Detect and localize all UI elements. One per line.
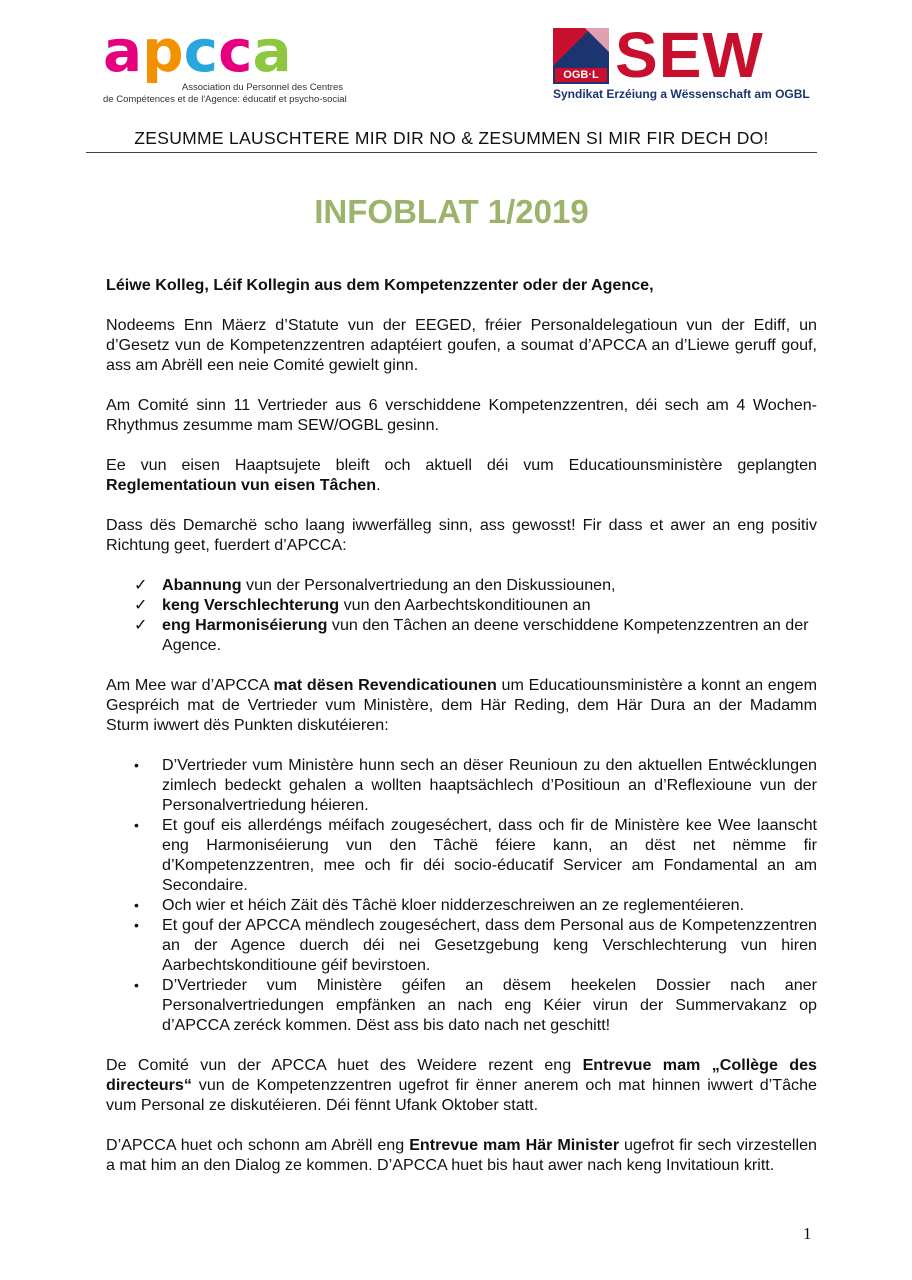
text-run: Am Mee war d’APCCA bbox=[106, 676, 274, 694]
slogan: ZESUMME LAUSCHTERE MIR DIR NO & ZESUMMEN SI MIR FIR DECH DO! bbox=[134, 128, 769, 148]
text-run: vun der Personalvertriedung an den Diskussiounen, bbox=[241, 576, 616, 594]
apcca-subtitle bbox=[103, 82, 347, 106]
list-item bbox=[106, 755, 817, 815]
paragraph: Dass dës Demarchë scho laang iwwerfälleg sinn, ass gewosst! Fir dass et awer an eng positiv Richtung geet, fuerdert d’APCCA: bbox=[106, 516, 817, 554]
meeting-outcomes-list bbox=[106, 755, 817, 1035]
paragraph: Am Comité sinn 11 Vertrieder aus 6 verschiddene Kompetenzzentren, déi sech am 4 Wochen-Rhythmus zesumme mam SEW/OGBL gesinn. bbox=[106, 396, 817, 434]
apcca-logo bbox=[103, 17, 347, 112]
sew-ogbl-logo bbox=[553, 19, 810, 106]
text-run: D’APCCA huet och schonn am Abrëll eng bbox=[106, 1136, 410, 1154]
apcca-letter: c bbox=[218, 17, 251, 85]
text-run: vun den Aarbechtskonditiounen an bbox=[339, 596, 591, 614]
list-item bbox=[106, 975, 817, 1035]
bullet-icon: • bbox=[134, 917, 139, 933]
ogbl-badge bbox=[553, 28, 609, 84]
bold-text: keng Verschlechterung bbox=[162, 596, 340, 614]
text-run: Ee vun eisen Haaptsujete bleift och aktuell déi vum Educatiounsministère geplangten bbox=[106, 456, 817, 474]
apcca-letter: p bbox=[142, 17, 182, 85]
list-item-text: D’Vertrieder vum Ministère hunn sech an dëser Reunioun zu den aktuellen Entwécklungen zimlech bedeckt gehalen a wollten haaptsächlech d’Positioun an d’Reflexioune vun der Personalvertriedung héieren. bbox=[162, 756, 817, 814]
document-body bbox=[106, 275, 817, 1195]
checklist-item bbox=[106, 615, 817, 655]
bold-text: Entrevue mam Här Minister bbox=[409, 1136, 620, 1154]
paragraph bbox=[106, 455, 817, 495]
ogbl-badge-label: OGB·L bbox=[555, 68, 607, 82]
bold-text: Reglementatioun vun eisen Tâchen bbox=[106, 476, 377, 494]
text-run: De Comité vun der APCCA huet des Weidere rezent eng bbox=[106, 1056, 583, 1074]
bold-text: eng Harmoniséierung bbox=[162, 616, 328, 634]
bullet-icon: • bbox=[134, 897, 139, 913]
checklist-item bbox=[106, 595, 817, 615]
text-run: vun den Tâchen an deene verschiddene Kompetenzzentren an der Agence. bbox=[162, 616, 809, 654]
bold-text: Entrevue mam „Collège des directeurs“ bbox=[106, 1056, 817, 1094]
apcca-subtitle-line: de Compétences et de l'Agence: éducatif et psycho-social bbox=[103, 94, 347, 105]
bullet-icon: • bbox=[134, 817, 139, 833]
badge-pink-triangle bbox=[585, 28, 609, 52]
list-item-text: Et gouf eis allerdéngs méifach zougeséchert, dass och fir de Ministère kee Wee laanscht eng Harmoniséierung vun den Tâchë féiere kann, an dëst net nëmme fir d’Kompetenzzentren, mee och fir déi socio-éducatif Servicer am Fondamental an am Secondaire. bbox=[162, 816, 817, 894]
list-item-text: Och wier et héich Zäit dës Tâchë kloer nidderzeschreiwen an ze reglementéieren. bbox=[162, 896, 745, 914]
check-icon: ✓ bbox=[134, 595, 148, 614]
list-item bbox=[106, 815, 817, 895]
apcca-letter: a bbox=[252, 17, 290, 85]
paragraph bbox=[106, 1055, 817, 1115]
paragraph bbox=[106, 675, 817, 735]
bold-text: Abannung bbox=[162, 576, 242, 594]
text-run: um Educatiounsministère a konnt an engem Gespréich mat de Vertrieder vum Ministère, dem Här Reding, dem Här Dura an der Madamm Sturm iwwert dës Punkten diskutéieren: bbox=[106, 676, 817, 734]
salutation: Léiwe Kolleg, Léif Kollegin aus dem Kompetenzzenter oder der Agence, bbox=[106, 276, 654, 294]
list-item bbox=[106, 915, 817, 975]
text-run: . bbox=[376, 476, 381, 494]
sew-subtitle: Syndikat Erzéiung a Wëssenschaft am OGBL bbox=[553, 87, 810, 101]
page-number: 1 bbox=[803, 1224, 812, 1243]
text-run: vun de Kompetenzzentren ugefrot fir ënner anerem och mat hinnen iwwert d’Tâche vum Personal ze diskutéieren. Déi fënnt Ufank Oktober statt. bbox=[106, 1076, 817, 1114]
apcca-subtitle-line: Association du Personnel des Centres bbox=[181, 82, 343, 93]
apcca-letter: a bbox=[103, 17, 141, 85]
header-divider bbox=[86, 152, 817, 153]
demands-checklist bbox=[106, 575, 817, 655]
document-title: INFOBLAT 1/2019 bbox=[314, 193, 589, 230]
check-icon: ✓ bbox=[134, 575, 148, 594]
paragraph bbox=[106, 1135, 817, 1175]
paragraph: Nodeems Enn Mäerz d’Statute vun der EEGED, fréier Personaldelegatioun vun der Ediff, un d’Gesetz vun de Kompetenzzentren adaptéiert goufen, a soumat d’APCCA an d’Liewe geruff gouf, ass am Abrëll een neie Comité gewielt ginn. bbox=[106, 316, 817, 374]
list-item-text: D’Vertrieder vum Ministère géifen an dësem heekelen Dossier nach aner Personalvertriedungen empfänken an nach eng Kéier virun der Summervakanz op d’APCCA zeréck kommen. Dëst ass bis dato nach net geschitt! bbox=[162, 976, 817, 1034]
sew-wordmark: SEW bbox=[615, 19, 764, 91]
list-item bbox=[106, 895, 817, 915]
text-run: ugefrot fir sech virzestellen a mat him an den Dialog ze kommen. D’APCCA huet bis haut awer nach keng Invitatioun kritt. bbox=[106, 1136, 817, 1174]
bullet-icon: • bbox=[134, 757, 139, 773]
apcca-wordmark bbox=[103, 17, 333, 85]
checklist-item bbox=[106, 575, 817, 595]
bold-text: mat dësen Revendicatiounen bbox=[273, 676, 497, 694]
list-item-text: Et gouf der APCCA mëndlech zougeséchert, dass dem Personal aus de Kompetenzzentren an der Agence duerch déi nei Gesetzgebung keng Verschlechterung vun hiren Aarbechtskonditioune géif bevirstoen. bbox=[162, 916, 817, 974]
bullet-icon: • bbox=[134, 977, 139, 993]
apcca-letter: c bbox=[183, 17, 217, 85]
check-icon: ✓ bbox=[134, 615, 148, 634]
